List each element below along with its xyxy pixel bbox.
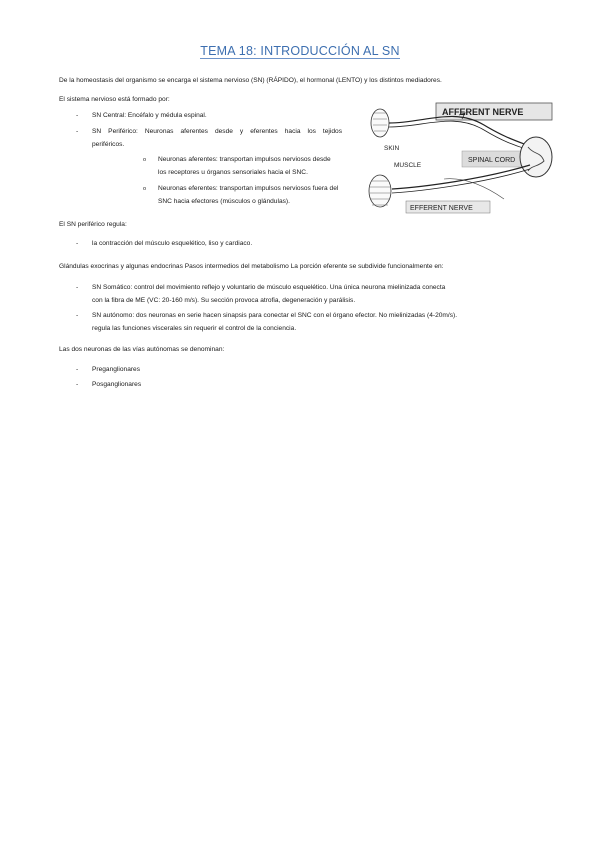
dash-bullet: - [76, 128, 79, 135]
eferentes-item-cont: SNC hacia efectores (músculos o glándulas). [158, 198, 290, 205]
circle-bullet: o [143, 186, 147, 192]
page-title: TEMA 18: INTRODUCCIÓN AL SN [200, 44, 400, 58]
muscle-label: MUSCLE [394, 162, 422, 169]
posganglionares-item: Posganglionares [92, 381, 142, 388]
dash-bullet: - [76, 366, 79, 373]
nerve-figure [364, 95, 554, 223]
intro-paragraph: De la homeostasis del organismo se encarga el sistema nervioso (SN) (RÁPIDO), el hormonal (LENTO) y los distintos mediadores. [59, 77, 442, 84]
eferentes-item: Neuronas eferentes: transportan impulsos nerviosos fuera del [158, 185, 339, 192]
dos-neuronas-heading: Las dos neuronas de las vías autónomas se denominan: [59, 346, 225, 353]
dash-bullet: - [76, 112, 79, 119]
sn-somatico-item: SN Somático: control del movimiento reflejo y voluntario de músculo esquelético. Una única neurona mielinizada conecta [92, 284, 446, 291]
preganglionares-item: Preganglionares [92, 366, 141, 373]
spinal-cord-label: SPINAL CORD [468, 157, 516, 164]
aferentes-item: Neuronas aferentes: transportan impulsos nerviosos desde [158, 156, 331, 163]
regula-heading: El SN periférico regula: [59, 221, 127, 228]
sn-autonomo-item: SN autónomo: dos neuronas en serie hacen sinapsis para conectar el SNC con el órgano efector. No mielinizadas (4-20m/s). [92, 312, 458, 319]
sn-autonomo-item-cont: regula las funciones viscerales sin requerir el control de la conciencia. [92, 325, 297, 332]
dash-bullet: - [76, 240, 79, 247]
regula-item: la contracción del músculo esquelético, liso y cardiaco. [92, 240, 253, 247]
sn-formado-heading: El sistema nervioso está formado por: [59, 96, 170, 103]
circle-bullet: o [143, 157, 147, 163]
sn-somatico-item-cont: con la fibra de ME (VC: 20-160 m/s). Su sección provoca atrofia, degeneración y parálisis. [92, 297, 356, 304]
dash-bullet: - [76, 312, 79, 319]
dash-bullet: - [76, 381, 79, 388]
afferent-nerve-label: AFFERENT NERVE [442, 107, 524, 117]
glandulas-paragraph: Glándulas exocrinas y algunas endocrinas Pasos intermedios del metabolismo La porción eferente se subdivide funcionalmente en: [59, 263, 444, 270]
skin-label: SKIN [384, 145, 400, 152]
sn-periferico-item: SN Periférico: Neuronas aferentes desde y eferentes hacia los tejidos [92, 128, 342, 135]
sn-periferico-item-cont: periféricos. [92, 141, 125, 148]
efferent-nerve-label: EFFERENT NERVE [410, 205, 473, 212]
aferentes-item-cont: los receptores u órganos sensoriales hacia el SNC. [158, 169, 308, 176]
sn-central-item: SN Central: Encéfalo y médula espinal. [92, 112, 207, 119]
dash-bullet: - [76, 284, 79, 291]
